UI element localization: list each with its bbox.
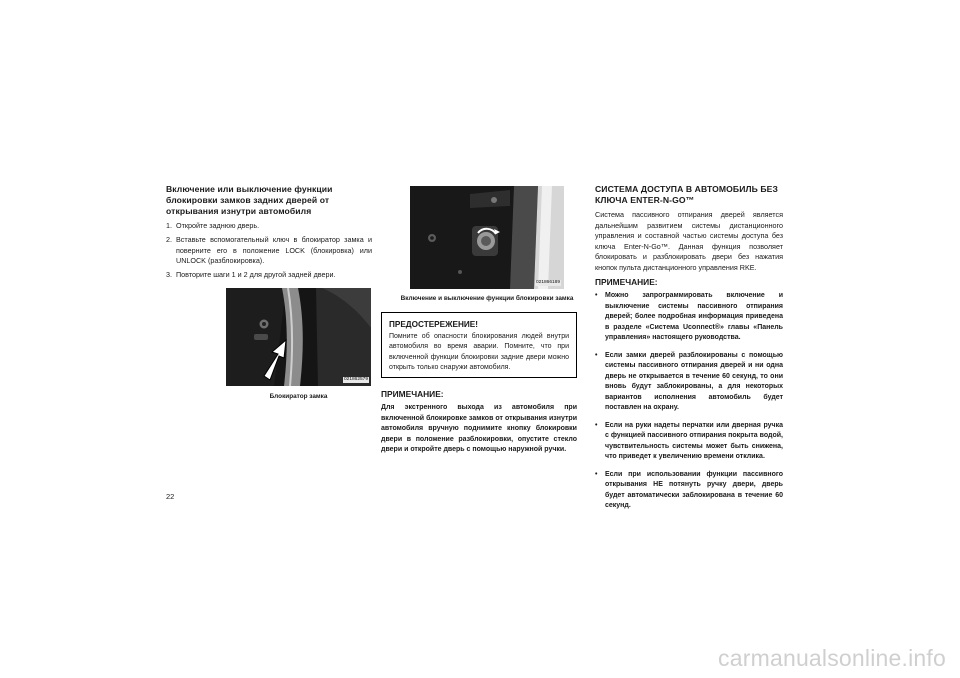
- site-watermark: carmanualsonline.info: [718, 645, 946, 671]
- lock-toggle-photo: [410, 186, 564, 289]
- step-2: [166, 235, 372, 267]
- list-item: • Можно запрограммировать включение и выключение системы пассивного отпирания дверей; более подробная информация приведена в разделе «Система Uconnect®» главы «Панель управления» настоящего руководства.: [595, 291, 783, 344]
- warning-title: ПРЕДОСТЕРЕЖЕНИЕ!: [389, 320, 478, 329]
- bullet-text: Можно запрограммировать включение и выключение системы пассивного отпирания дверей; более подробная информация приведена в разделе «Система Uconnect®» главы «Панель управления» настоящего руководства.: [605, 292, 783, 341]
- step-text: Вставьте вспомогательный ключ в блокиратор замка и поверните его в положение LOCK (блокировка) или UNLOCK (разблокировка).: [176, 235, 372, 266]
- figure-caption: Блокиратор замка: [269, 393, 328, 400]
- list-item: • Если на руки надеты перчатки или дверная ручка с функцией пассивного отпирания покрыта водой, чувствительность системы может быть снижена, что приведет к увеличению времени отклика.: [595, 421, 783, 463]
- figure-caption: Включение и выключение функции блокировки замка: [400, 295, 574, 302]
- step-number: 1.: [166, 221, 172, 230]
- figure-code: 021862579: [343, 377, 368, 382]
- step-number: 3.: [166, 270, 172, 279]
- step-3: [166, 270, 372, 281]
- warning-box: [381, 312, 577, 378]
- page-number: 22: [166, 492, 175, 501]
- step-text: Откройте заднюю дверь.: [176, 221, 260, 230]
- note-text: Для экстренного выхода из автомобиля при включенной блокировке замков от открывания изнутри автомобиля вручную поднимите кнопку блокировки двери в положение разблокировки, опустите стекло двери и откройте дверь с помощью наружной ручки.: [381, 404, 577, 453]
- note-bullets: [595, 291, 783, 519]
- step-number: 2.: [166, 235, 172, 244]
- bullet-text: Если на руки надеты перчатки или дверная ручка с функцией пассивного отпирания покрыта водой, чувствительность системы может быть снижена, что приведет к увеличению времени отклика.: [605, 421, 783, 460]
- list-item: • Если замки дверей разблокированы с помощью системы пассивного отпирания дверей и ни одна дверь не открывается в течение 60 секунд, то они вновь будут заблокированы, а для некоторых вариантов исполнения автомобиль будет поставлен на охрану.: [595, 351, 783, 414]
- bullet-text: Если при использовании функции пассивного открывания НЕ потянуть ручку двери, дверь будет автоматически заблокирована в течение 60 секунд.: [605, 470, 783, 509]
- enter-n-go-description: Система пассивного отпирания дверей является дальнейшим развитием системы дистанционного управления и составной частью системы доступа без ключа Enter-N-Go™. Данная функция позволяет блокировать и разблокировать двери без нажатия кнопок пульта дистанционного управления RKE.: [595, 210, 783, 272]
- list-item: • Если при использовании функции пассивного открывания НЕ потянуть ручку двери, дверь будет автоматически заблокирована в течение 60 секунд.: [595, 470, 783, 512]
- note-title: ПРИМЕЧАНИЕ:: [595, 277, 658, 287]
- section-heading-child-lock: Включение или выключение функции блокировки замков задних дверей от открывания изнутри автомобиля: [166, 184, 333, 216]
- step-text: Повторите шаги 1 и 2 для другой задней двери.: [176, 270, 336, 279]
- step-1: [166, 221, 372, 232]
- door-lock-illustration: [226, 288, 371, 386]
- section-heading-enter-n-go: СИСТЕМА ДОСТУПА В АВТОМОБИЛЬ БЕЗ КЛЮЧА ENTER-N-GO™: [595, 184, 778, 205]
- figure-code: 021866189: [535, 280, 560, 285]
- lock-toggle-illustration: [410, 186, 564, 289]
- bullet-text: Если замки дверей разблокированы с помощью системы пассивного отпирания дверей и ни одна дверь не открывается в течение 60 секунд, то они вновь будут заблокированы, а для некоторых вариантов исполнения автомобиль будет поставлен на охрану.: [605, 351, 783, 411]
- warning-text: Помните об опасности блокирования людей внутри автомобиля во время аварии. Помните, что при включенной функции блокировки задние двери можно открыть только снаружи автомобиля.: [389, 333, 569, 372]
- note-title: ПРИМЕЧАНИЕ:: [381, 389, 444, 399]
- door-lock-photo: [226, 288, 371, 386]
